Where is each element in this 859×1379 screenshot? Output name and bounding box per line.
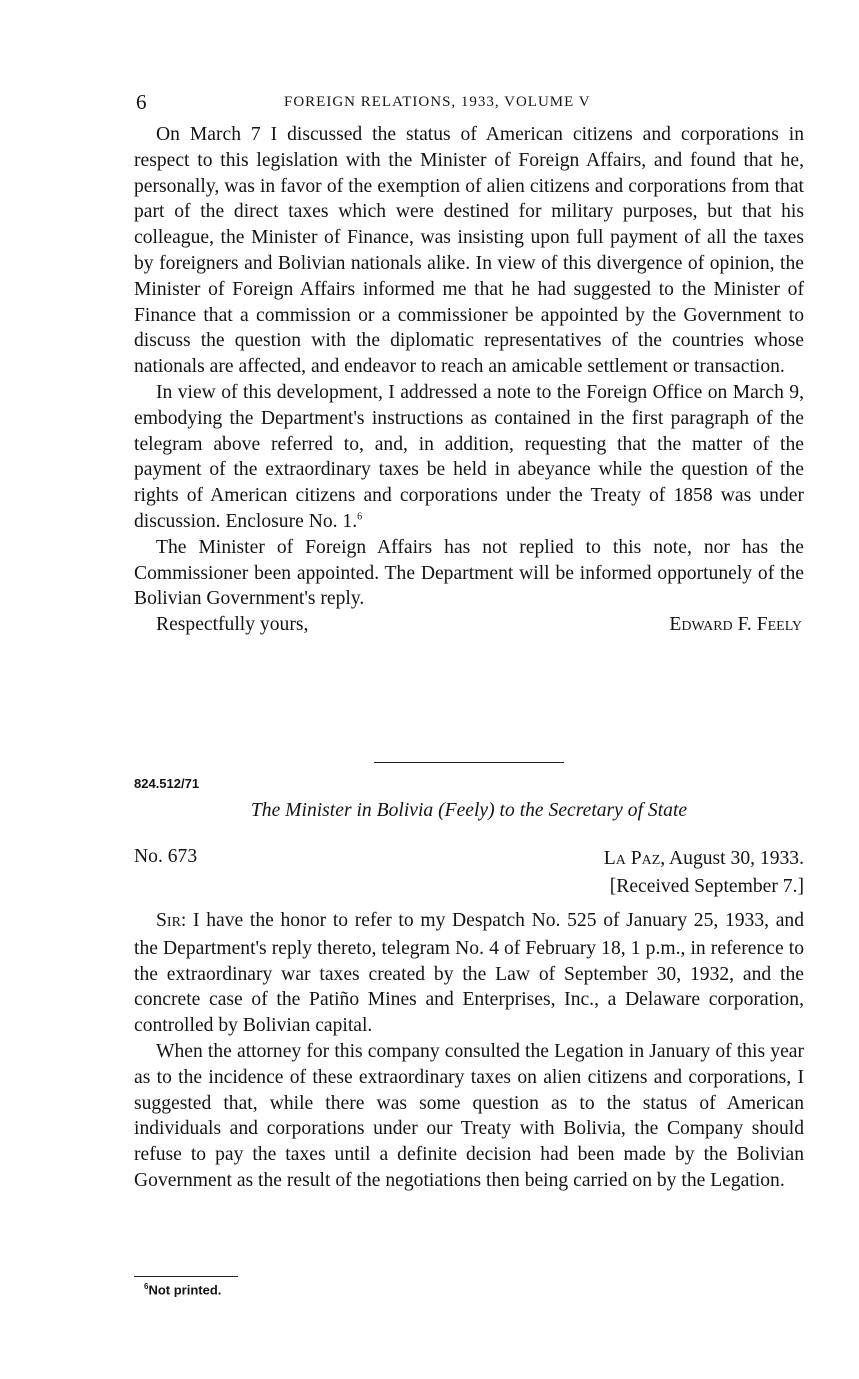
- closing: Respectfully yours,: [156, 614, 309, 636]
- paragraph-4: [134, 908, 804, 1039]
- footnote: [144, 1282, 221, 1297]
- paragraph-2-text: In view of this development, I addressed a note to the Foreign Office on March 9, embodying the Department's instructions as contained in the first paragraph of the telegram above referred to, and, in addition, requesting that the matter of the payment of the extraordinary taxes be held in abeyance while the question of the rights of American citizens and corporations under the Treaty of 1858 was under discussion. Enclosure No. 1.: [134, 381, 804, 532]
- file-number: 824.512/71: [134, 776, 200, 791]
- dateline-received: [Received September 7.]: [609, 876, 804, 897]
- dateline: [604, 846, 804, 900]
- dispatch-number: No. 673: [134, 846, 198, 867]
- paragraph-2: [134, 380, 804, 535]
- dateline-place-date: LA PAZ, August 30, 1933.: [603, 848, 804, 869]
- footnote-rule: [134, 1276, 238, 1277]
- document-title: The Minister in Bolivia (Feely) to the Secretary of State: [250, 800, 688, 821]
- running-head: [134, 88, 804, 122]
- footnote-text: Not printed.: [148, 1282, 222, 1298]
- section-divider: [374, 762, 564, 763]
- page-number: 6: [136, 90, 147, 114]
- paragraph-5: When the attorney for this company consulted the Legation in January of this year as to the incidence of these extraordinary taxes on alien citizens and corporations, I suggested that, while there was some question as to the status of American individuals and corporations under our Treaty with Bolivia, the Company should refuse to pay the taxes until a definite decision had been made by the Bolivian Government as the result of the negotiations then being carried on by the Legation.: [134, 1040, 804, 1191]
- footnote-marker: 6: [144, 1282, 149, 1291]
- section-2-body: [134, 908, 804, 1194]
- paragraph-3: The Minister of Foreign Affairs has not replied to this note, nor has the Commissioner been appointed. The Department will be informed opportunely of the Bolivian Government's reply.: [134, 536, 804, 610]
- section-1: [134, 122, 804, 638]
- signature: EDWARD F. FEELY: [669, 614, 802, 636]
- signoff: [134, 612, 804, 638]
- running-title: FOREIGN RELATIONS, 1933, VOLUME V: [284, 94, 591, 110]
- paragraph-4-text: : I have the honor to refer to my Despatch No. 525 of January 25, 1933, and the Department's reply thereto, telegram No. 4 of February 18, 1 p.m., in reference to the extraordinary war taxes created by the Law of September 30, 1932, and the concrete case of the Patiño Mines and Enterprises, Inc., a Delaware corporation, controlled by Bolivian capital.: [134, 910, 804, 1037]
- document-page: [134, 88, 804, 1298]
- footnote-reference: 6: [357, 511, 363, 523]
- salutation: SIR: [156, 910, 181, 931]
- paragraph-1: On March 7 I discussed the status of American citizens and corporations in respect to this legislation with the Minister of Foreign Affairs, and found that he, personally, was in favor of the exemption of alien citizens and corporations from that part of the direct taxes which were destined for military purposes, but that his colleague, the Minister of Finance, was insisting upon full payment of all the taxes by foreigners and Bolivian nationals alike. In view of this divergence of opinion, the Minister of Foreign Affairs informed me that he had suggested to the Minister of Finance that a commission or a commissioner be appointed by the Government to discuss the question with the diplomatic representatives of the countries whose nationals are affected, and endeavor to reach an amicable settlement or transaction.: [134, 124, 804, 378]
